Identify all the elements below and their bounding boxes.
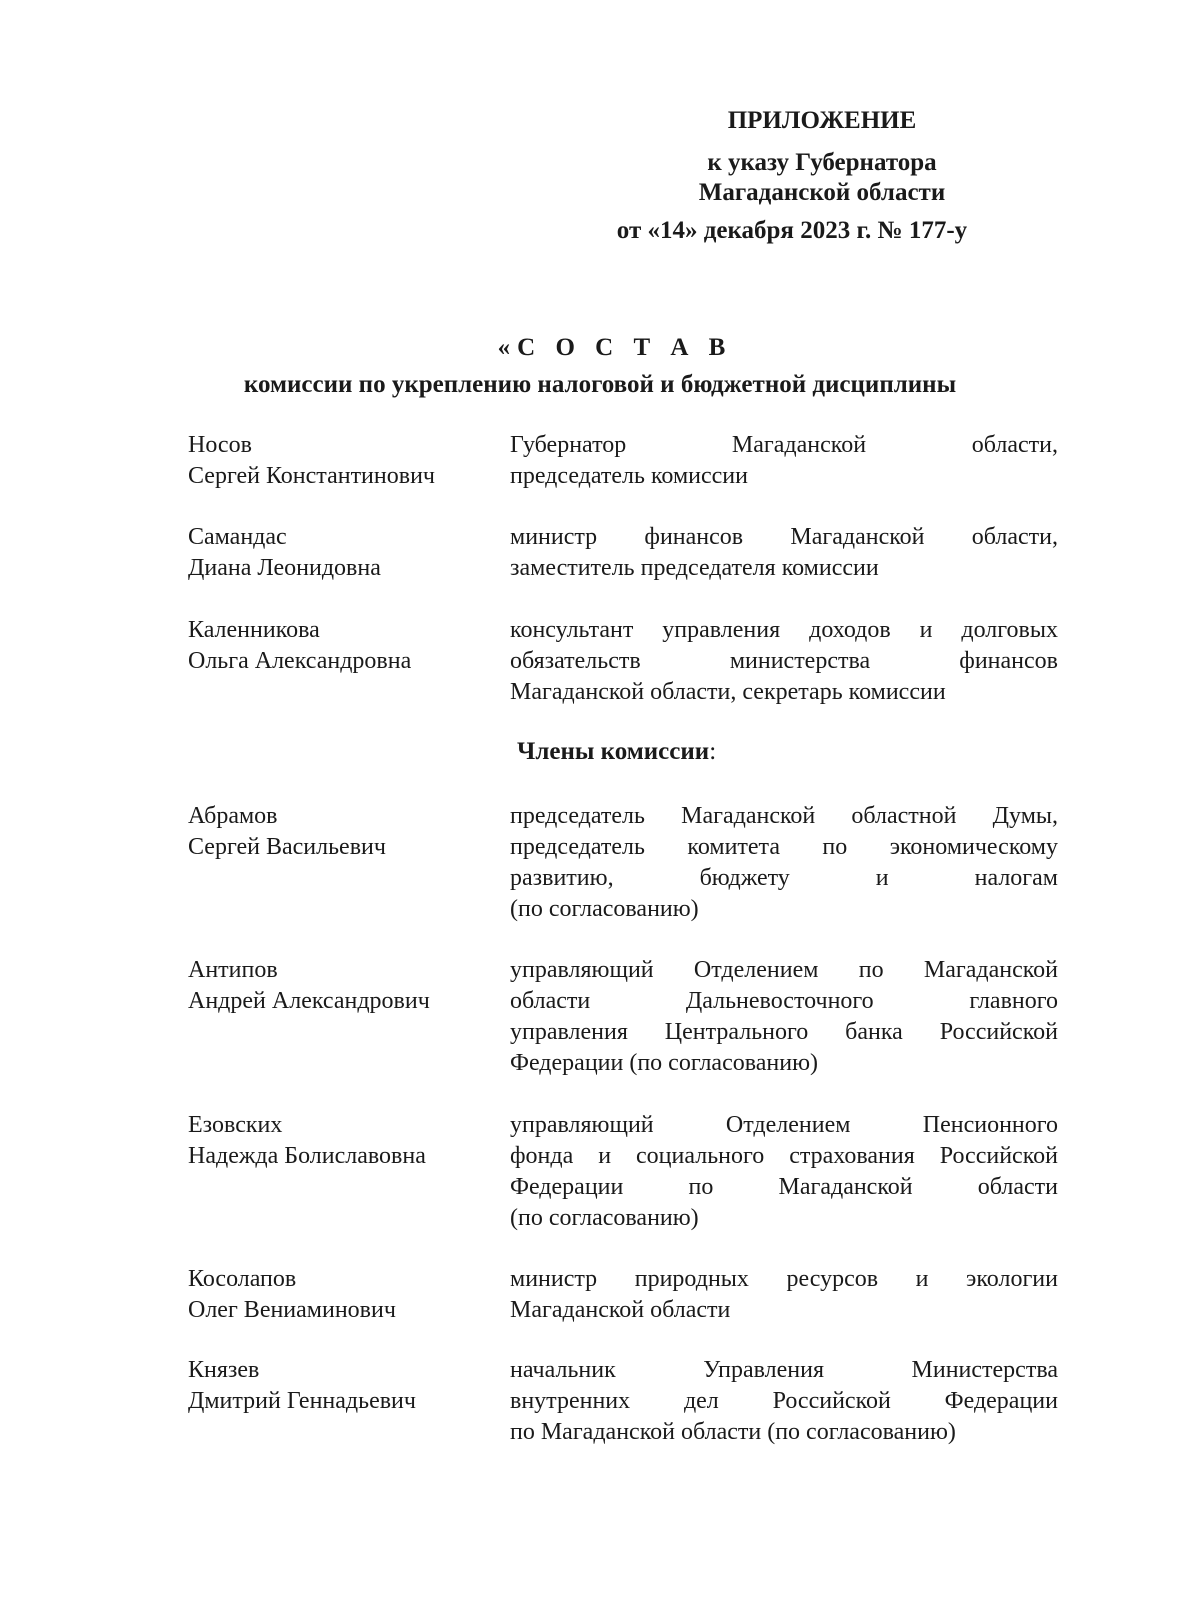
- role-line: Федерации (по согласованию): [510, 1050, 819, 1076]
- appendix-block: [612, 106, 1032, 246]
- person-surname: Езовских: [188, 1112, 283, 1138]
- person-given-names: Сергей Васильевич: [188, 834, 386, 860]
- role-line: управляющий Отделением Пенсионного: [510, 1112, 1058, 1138]
- role-line: консультант управления доходов и долговых: [510, 617, 1058, 643]
- role-line: фонда и социального страхования Российской: [510, 1143, 1058, 1169]
- person-surname: Самандас: [188, 524, 287, 550]
- appendix-date: от «14» декабря 2023 г. № 177-у: [616, 217, 968, 244]
- person-name: [188, 801, 498, 863]
- person-given-names: Дмитрий Геннадьевич: [188, 1388, 416, 1414]
- person-name: [188, 1110, 498, 1172]
- role-line: обязательств министерства финансов: [510, 648, 1058, 674]
- role-line: (по согласованию): [510, 1205, 699, 1231]
- role-line: управляющий Отделением по Магаданской: [510, 957, 1058, 983]
- role-line: управления Центрального банка Российской: [510, 1019, 1058, 1045]
- person-surname: Антипов: [188, 957, 278, 983]
- person-given-names: Олег Вениаминович: [188, 1297, 396, 1323]
- role-line: по Магаданской области (по согласованию): [510, 1419, 956, 1445]
- person-role: [510, 1110, 1058, 1234]
- person-role: [510, 430, 1058, 492]
- heading-subtitle: комиссии по укреплению налоговой и бюджетной дисциплины: [243, 371, 957, 398]
- heading-main: «С О С Т А В: [497, 334, 733, 361]
- role-line: председатель комиссии: [510, 463, 748, 489]
- members-label-colon: :: [709, 738, 717, 765]
- person-surname: Каленникова: [188, 617, 320, 643]
- person-role: [510, 955, 1058, 1079]
- role-line: Магаданской области: [510, 1297, 731, 1323]
- role-line: внутренних дел Российской Федерации: [510, 1388, 1058, 1414]
- role-line: председатель комитета по экономическому: [510, 834, 1058, 860]
- appendix-line-2: Магаданской области: [698, 179, 946, 206]
- members-label-text: Члены комиссии: [517, 738, 710, 765]
- document-heading: [0, 330, 1200, 400]
- person-name: [188, 955, 498, 1017]
- members-section-label: [517, 738, 716, 766]
- person-role: [510, 1264, 1058, 1326]
- person-role: [510, 801, 1058, 925]
- role-line: министр финансов Магаданской области,: [510, 524, 1058, 550]
- appendix-line-1: к указу Губернатора: [707, 149, 937, 176]
- role-line: развитию, бюджету и налогам: [510, 865, 1058, 891]
- person-given-names: Надежда Болиславовна: [188, 1143, 426, 1169]
- person-surname: Абрамов: [188, 803, 278, 829]
- person-given-names: Диана Леонидовна: [188, 555, 381, 581]
- person-role: [510, 522, 1058, 584]
- role-line: председатель Магаданской областной Думы,: [510, 803, 1058, 829]
- role-line: министр природных ресурсов и экологии: [510, 1266, 1058, 1292]
- person-name: [188, 522, 498, 584]
- person-given-names: Ольга Александровна: [188, 648, 412, 674]
- role-line: Федерации по Магаданской области: [510, 1174, 1058, 1200]
- role-line: Губернатор Магаданской области,: [510, 432, 1058, 458]
- person-name: [188, 430, 498, 492]
- person-role: [510, 615, 1058, 708]
- appendix-title: ПРИЛОЖЕНИЕ: [727, 107, 917, 134]
- person-name: [188, 615, 498, 677]
- role-line: (по согласованию): [510, 896, 699, 922]
- role-line: заместитель председателя комиссии: [510, 555, 879, 581]
- role-line: начальник Управления Министерства: [510, 1357, 1058, 1383]
- person-surname: Князев: [188, 1357, 260, 1383]
- person-name: [188, 1264, 498, 1326]
- person-given-names: Сергей Константинович: [188, 463, 435, 489]
- role-line: Магаданской области, секретарь комиссии: [510, 679, 946, 705]
- role-line: области Дальневосточного главного: [510, 988, 1058, 1014]
- person-given-names: Андрей Александрович: [188, 988, 430, 1014]
- person-surname: Косолапов: [188, 1266, 297, 1292]
- person-name: [188, 1355, 498, 1417]
- person-surname: Носов: [188, 432, 252, 458]
- person-role: [510, 1355, 1058, 1448]
